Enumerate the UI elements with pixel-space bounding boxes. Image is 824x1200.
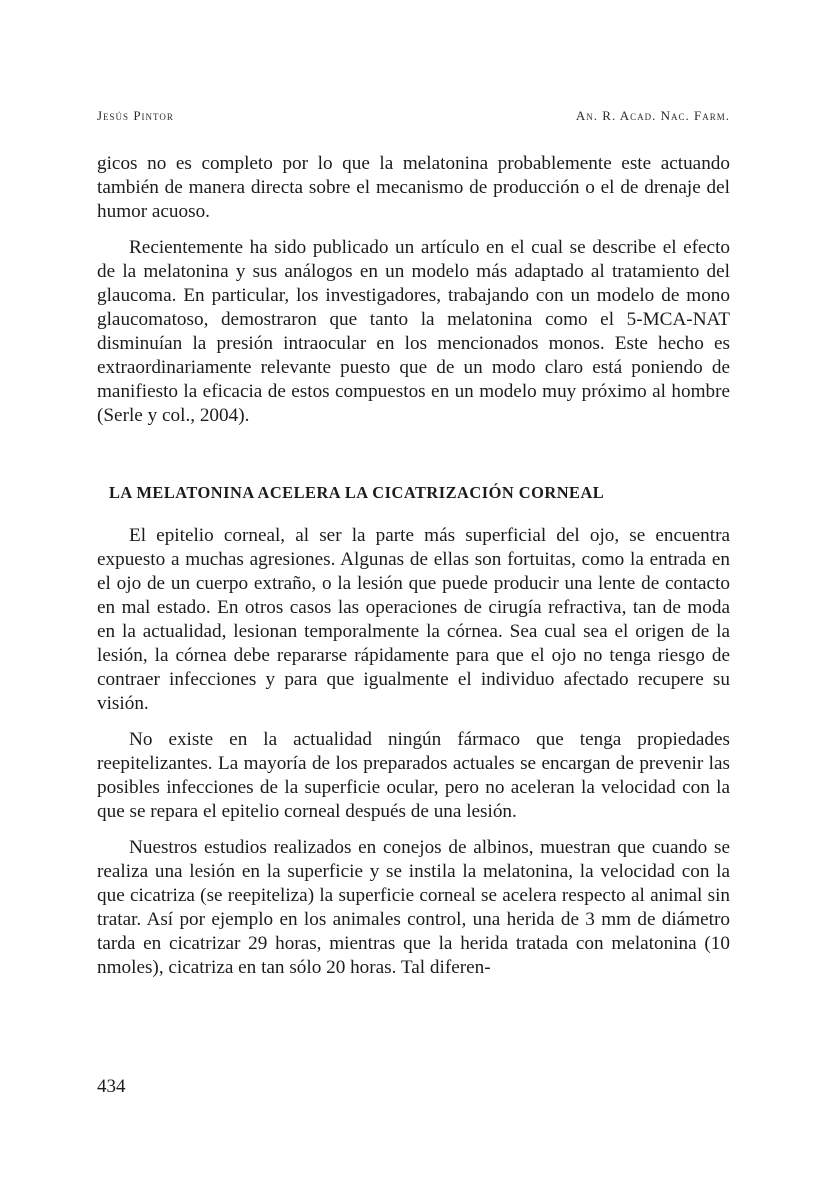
page-number: 434: [97, 1076, 126, 1097]
paragraph: Recientemente ha sido publicado un artículo en el cual se describe el efecto de la melatonina y sus análogos en un modelo más adaptado al tratamiento del glaucoma. En particular, los investigadores, trabajando con un modelo de mono glaucomatoso, demostraron que tanto la melatonina como el 5-MCA-NAT disminuían la presión intraocular en los mencionados monos. Este hecho es extraordinariamente relevante puesto que de un modo claro está poniendo de manifiesto la eficacia de estos compuestos en un modelo muy próximo al hombre (Serle y col., 2004).: [97, 237, 730, 426]
paragraph: Nuestros estudios realizados en conejos de albinos, muestran que cuando se realiza una lesión en la superficie y se instila la melatonina, la velocidad con la que cicatriza (se reepiteliza) la superficie corneal se acelera respecto al animal sin tratar. Así por ejemplo en los animales control, una herida de 3 mm de diámetro tarda en cicatrizar 29 horas, mientras que la herida tratada con melatonina (10 nmoles), cicatriza en tan sólo 20 horas. Tal diferen-: [97, 837, 730, 978]
running-head-journal: An. R. Acad. Nac. Farm.: [575, 108, 730, 123]
paragraph: gicos no es completo por lo que la melatonina probablemente este actuando también de manera directa sobre el mecanismo de producción o el de drenaje del humor acuoso.: [97, 153, 730, 222]
paragraph: El epitelio corneal, al ser la parte más superficial del ojo, se encuentra expuesto a muchas agresiones. Algunas de ellas son fortuitas, como la entrada en el ojo de un cuerpo extraño, o la lesión que puede producir una lente de contacto en mal estado. En otros casos las operaciones de cirugía refractiva, tan de moda en la actualidad, lesionan temporalmente la córnea. Sea cual sea el origen de la lesión, la córnea debe repararse rápidamente para que el ojo no tenga riesgo de contraer infecciones y para que igualmente el individuo afectado recupere su visión.: [97, 525, 730, 714]
page: [97, 108, 730, 980]
running-head: [97, 108, 730, 124]
paragraph: No existe en la actualidad ningún fármaco que tenga propiedades reepitelizantes. La mayoría de los preparados actuales se encargan de prevenir las posibles infecciones de la superficie ocular, pero no aceleran la velocidad con la que se repara el epitelio corneal después de una lesión.: [97, 729, 730, 822]
body-text: [97, 152, 730, 980]
section-heading: LA MELATONINA ACELERA LA CICATRIZACIÓN CORNEAL: [109, 483, 605, 502]
running-head-author: Jesús Pintor: [97, 108, 174, 123]
